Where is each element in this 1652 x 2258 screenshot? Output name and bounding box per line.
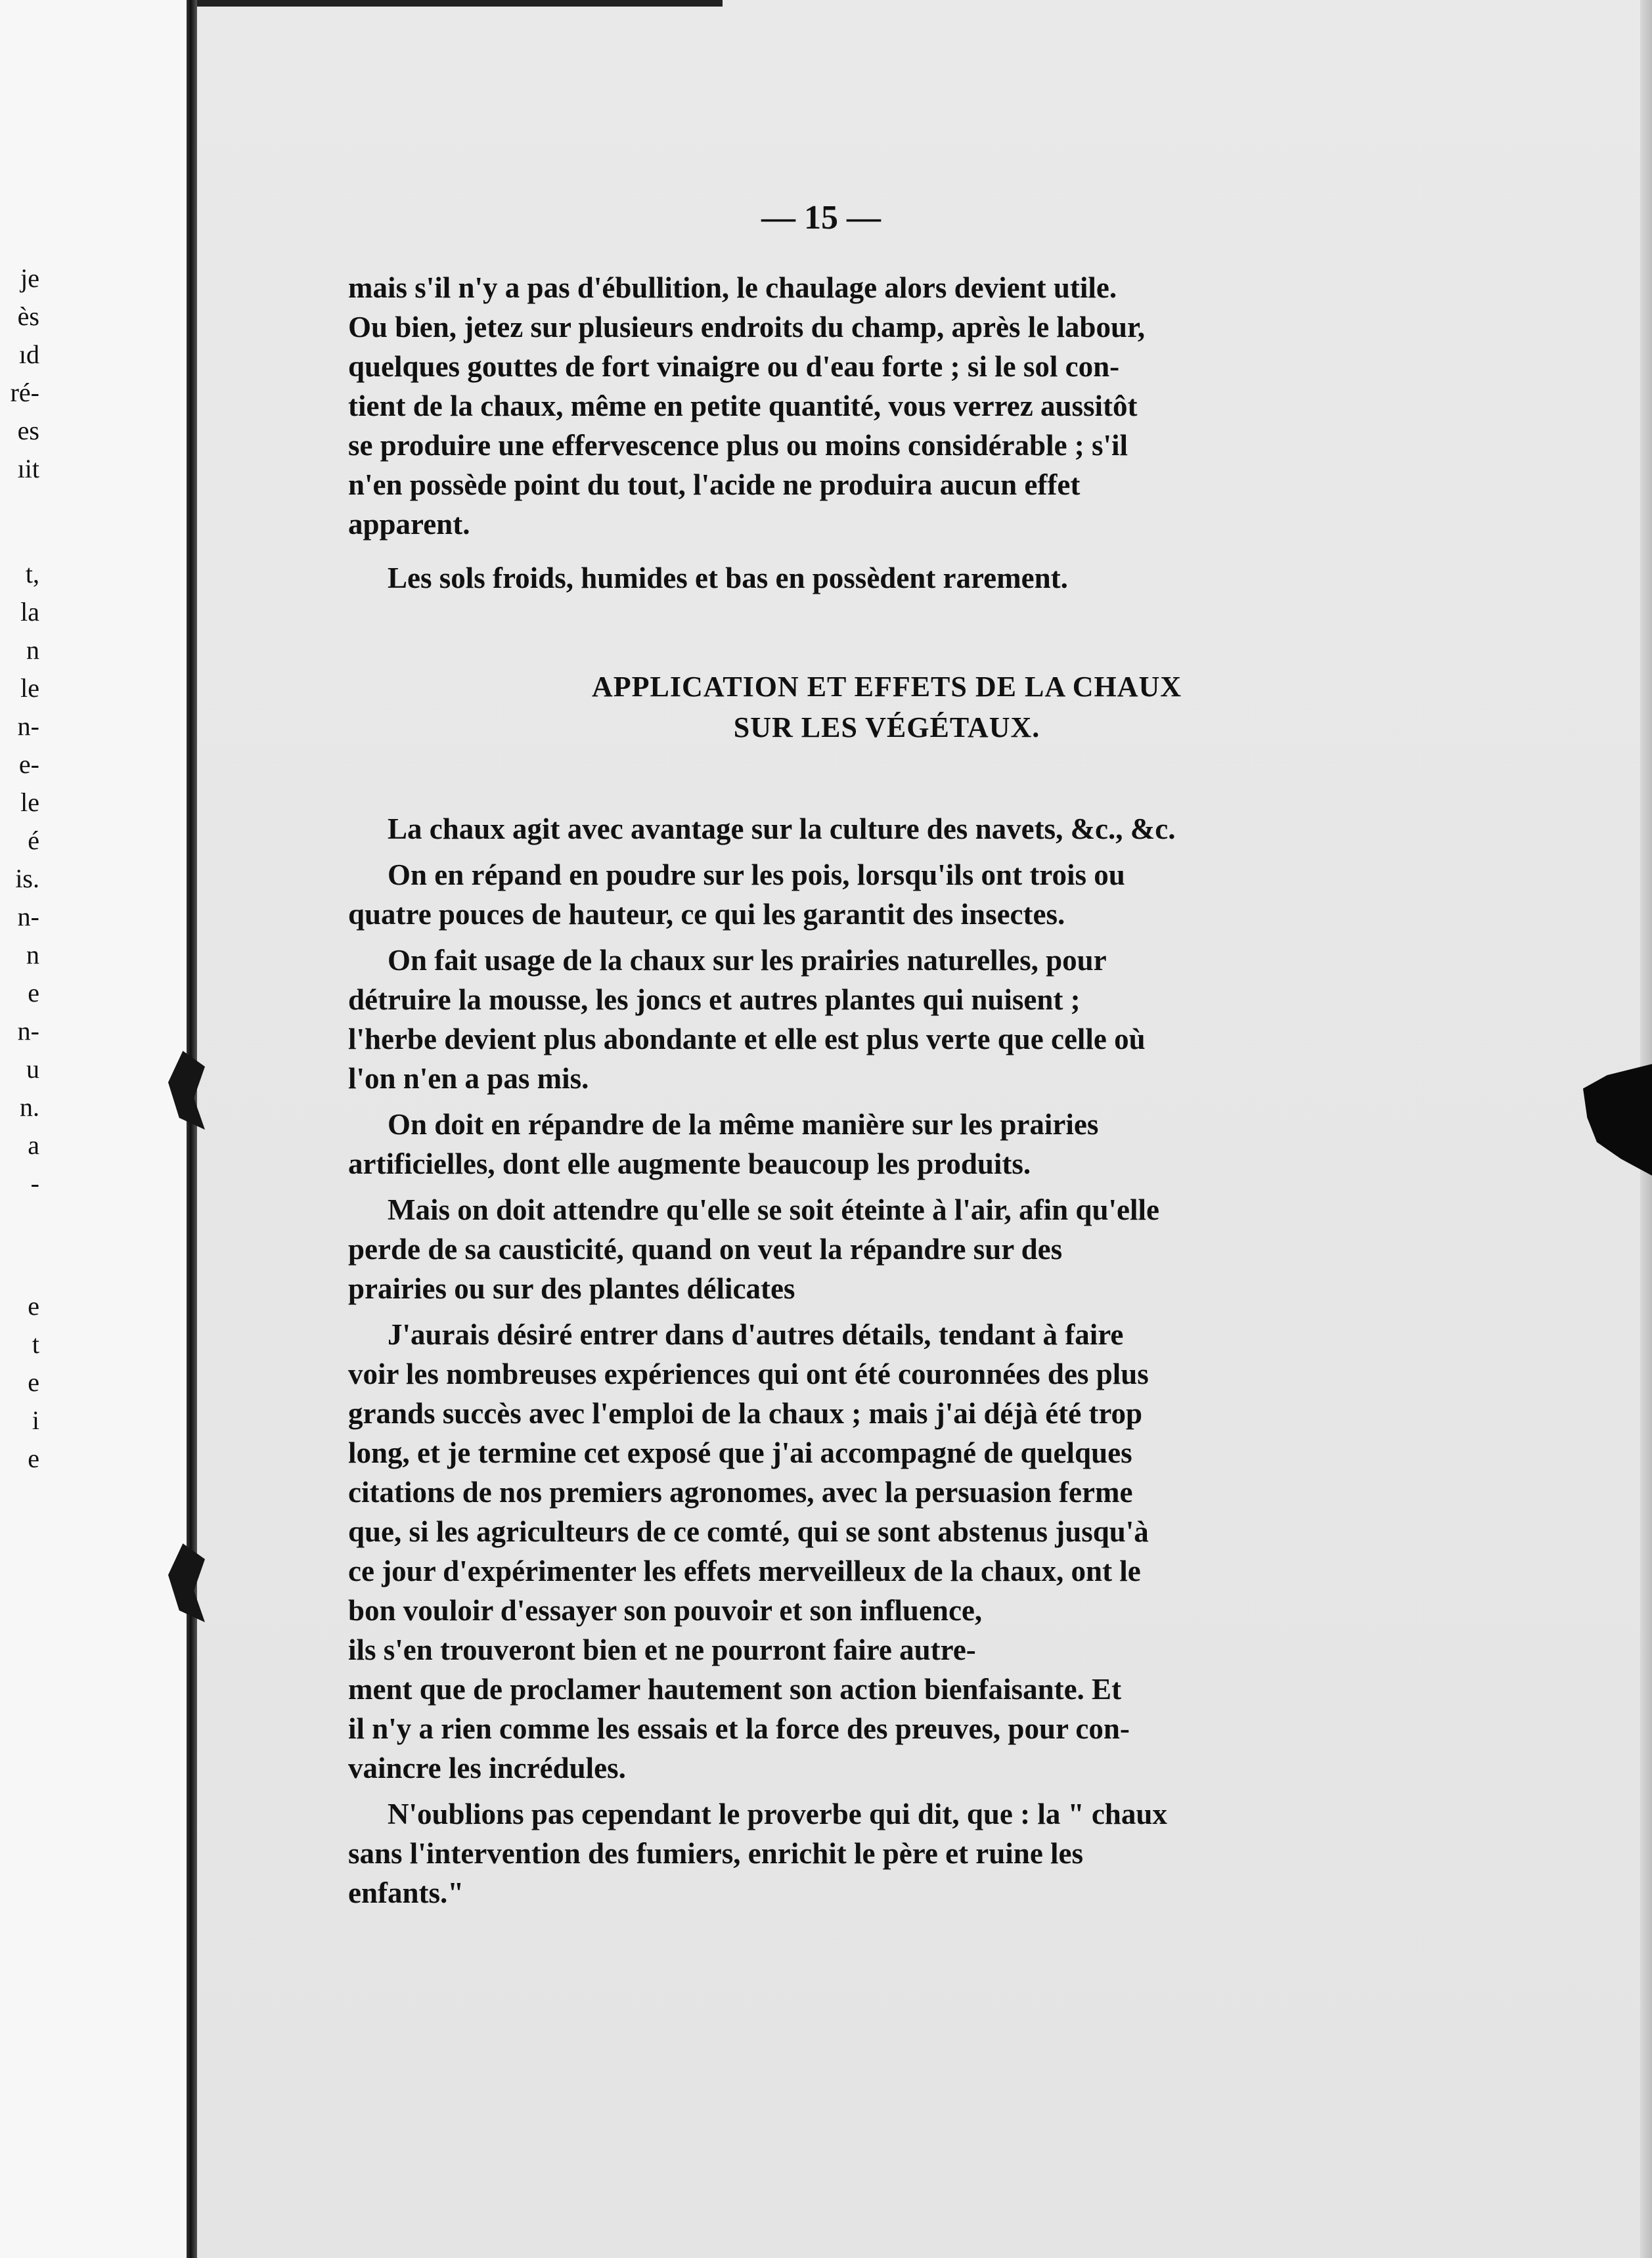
margin-fragment: is. xyxy=(15,864,39,893)
margin-fragments-3 xyxy=(0,1287,39,1478)
text-line: artificielles, dont elle augmente beaucoup les produits. xyxy=(348,1147,1031,1180)
text-line: long, et je termine cet exposé que j'ai accompagné de quelques xyxy=(348,1436,1132,1469)
text-line: Mais on doit attendre qu'elle se soit éteinte à l'air, afin qu'elle xyxy=(388,1193,1159,1226)
text-line: ce jour d'expérimenter les effets merveilleux de la chaux, ont le xyxy=(348,1555,1141,1587)
second-paragraph xyxy=(348,558,1353,598)
margin-fragment: e xyxy=(28,1367,39,1397)
text-line: N'oublions pas cependant le proverbe qui dit, que : la " chaux xyxy=(388,1798,1167,1830)
margin-fragment: n xyxy=(26,635,39,665)
margin-fragment: a xyxy=(28,1130,39,1160)
text-line: sans l'intervention des fumiers, enrichit le père et ruine les xyxy=(348,1837,1084,1870)
text-line: l'herbe devient plus abondante et elle est plus verte que celle où xyxy=(348,1023,1146,1055)
text-line: grands succès avec l'emploi de la chaux ; mais j'ai déjà été trop xyxy=(348,1397,1143,1430)
text-line: l'on n'en a pas mis. xyxy=(348,1062,589,1095)
text-line: il n'y a rien comme les essais et la force des preuves, pour con- xyxy=(348,1712,1130,1745)
margin-fragment: u xyxy=(26,1054,39,1084)
text-line: On en répand en poudre sur les pois, lorsqu'ils ont trois ou xyxy=(388,858,1125,891)
top-paragraph xyxy=(348,268,1353,544)
margin-fragment: t xyxy=(32,1329,39,1359)
margin-fragment: t, xyxy=(25,559,39,588)
text-line: Les sols froids, humides et bas en possèdent rarement. xyxy=(388,562,1068,594)
text-line: se produire une effervescence plus ou moins considérable ; s'il xyxy=(348,429,1128,462)
margin-fragment: je xyxy=(20,263,39,293)
margin-fragment: n- xyxy=(17,1016,39,1046)
top-edge-shadow xyxy=(197,0,723,7)
margin-fragment: é xyxy=(28,826,39,855)
text-line: perde de sa causticité, quand on veut la répandre sur des xyxy=(348,1233,1063,1266)
margin-fragment: ré- xyxy=(10,378,39,407)
text-line: ment que de proclamer hautement son action bienfaisante. Et xyxy=(348,1673,1122,1706)
page-number: — 15 — xyxy=(761,199,881,236)
text-line: prairies ou sur des plantes délicates xyxy=(348,1272,795,1305)
binding-gutter xyxy=(187,0,197,2258)
margin-fragment: n- xyxy=(17,711,39,741)
text-line: n'en possède point du tout, l'acide ne produira aucun effet xyxy=(348,468,1081,501)
margin-fragment: le xyxy=(20,673,39,703)
text-line: tient de la chaux, même en petite quantité, vous verrez aussitôt xyxy=(348,389,1138,422)
margin-fragment: i xyxy=(32,1406,39,1435)
margin-fragment: es xyxy=(17,416,39,445)
section-heading xyxy=(394,667,1379,748)
text-line: apparent. xyxy=(348,508,470,541)
margin-fragment: n- xyxy=(17,902,39,931)
margin-fragment: e xyxy=(28,978,39,1007)
margin-fragment: ıd xyxy=(18,340,39,369)
text-line: citations de nos premiers agronomes, avec la persuasion ferme xyxy=(348,1476,1133,1509)
margin-fragment: e xyxy=(28,1291,39,1321)
text-line: vaincre les incrédules. xyxy=(348,1752,626,1784)
margin-fragment: ès xyxy=(17,301,39,331)
text-line: quelques gouttes de fort vinaigre ou d'eau forte ; si le sol con- xyxy=(348,350,1120,383)
text-line: que, si les agriculteurs de ce comté, qui se sont abstenus jusqu'à xyxy=(348,1515,1149,1548)
margin-fragment: le xyxy=(20,787,39,817)
text-line: On fait usage de la chaux sur les prairies naturelles, pour xyxy=(388,944,1107,977)
text-line: voir les nombreuses expériences qui ont été couronnées des plus xyxy=(348,1358,1149,1390)
margin-fragments-2 xyxy=(0,555,39,1203)
margin-fragment: e xyxy=(28,1444,39,1473)
text-line: J'aurais désiré entrer dans d'autres détails, tendant à faire xyxy=(388,1318,1124,1351)
text-line: enfants." xyxy=(348,1876,464,1909)
heading-line-1: APPLICATION ET EFFETS DE LA CHAUX xyxy=(591,671,1182,703)
body-text xyxy=(348,809,1353,1913)
margin-fragments-1 xyxy=(0,259,39,488)
margin-fragment: e- xyxy=(18,749,39,779)
text-line: quatre pouces de hauteur, ce qui les garantit des insectes. xyxy=(348,898,1065,931)
heading-line-2: SUR LES VÉGÉTAUX. xyxy=(733,711,1040,743)
margin-fragment: n. xyxy=(20,1092,39,1122)
text-line: bon vouloir d'essayer son pouvoir et son influence, xyxy=(348,1594,983,1627)
margin-fragment: la xyxy=(20,597,39,627)
text-line: ils s'en trouveront bien et ne pourront faire autre- xyxy=(348,1633,976,1666)
margin-fragment: n xyxy=(26,940,39,969)
text-line: On doit en répandre de la même manière sur les prairies xyxy=(388,1108,1099,1141)
margin-fragment: - xyxy=(30,1168,39,1198)
text-line: mais s'il n'y a pas d'ébullition, le chaulage alors devient utile. xyxy=(348,271,1117,304)
text-line: détruire la mousse, les joncs et autres plantes qui nuisent ; xyxy=(348,983,1081,1016)
margin-fragment: ıit xyxy=(17,454,39,483)
text-line: La chaux agit avec avantage sur la culture des navets, &c., &c. xyxy=(388,812,1176,845)
text-line: Ou bien, jetez sur plusieurs endroits du champ, après le labour, xyxy=(348,311,1146,343)
